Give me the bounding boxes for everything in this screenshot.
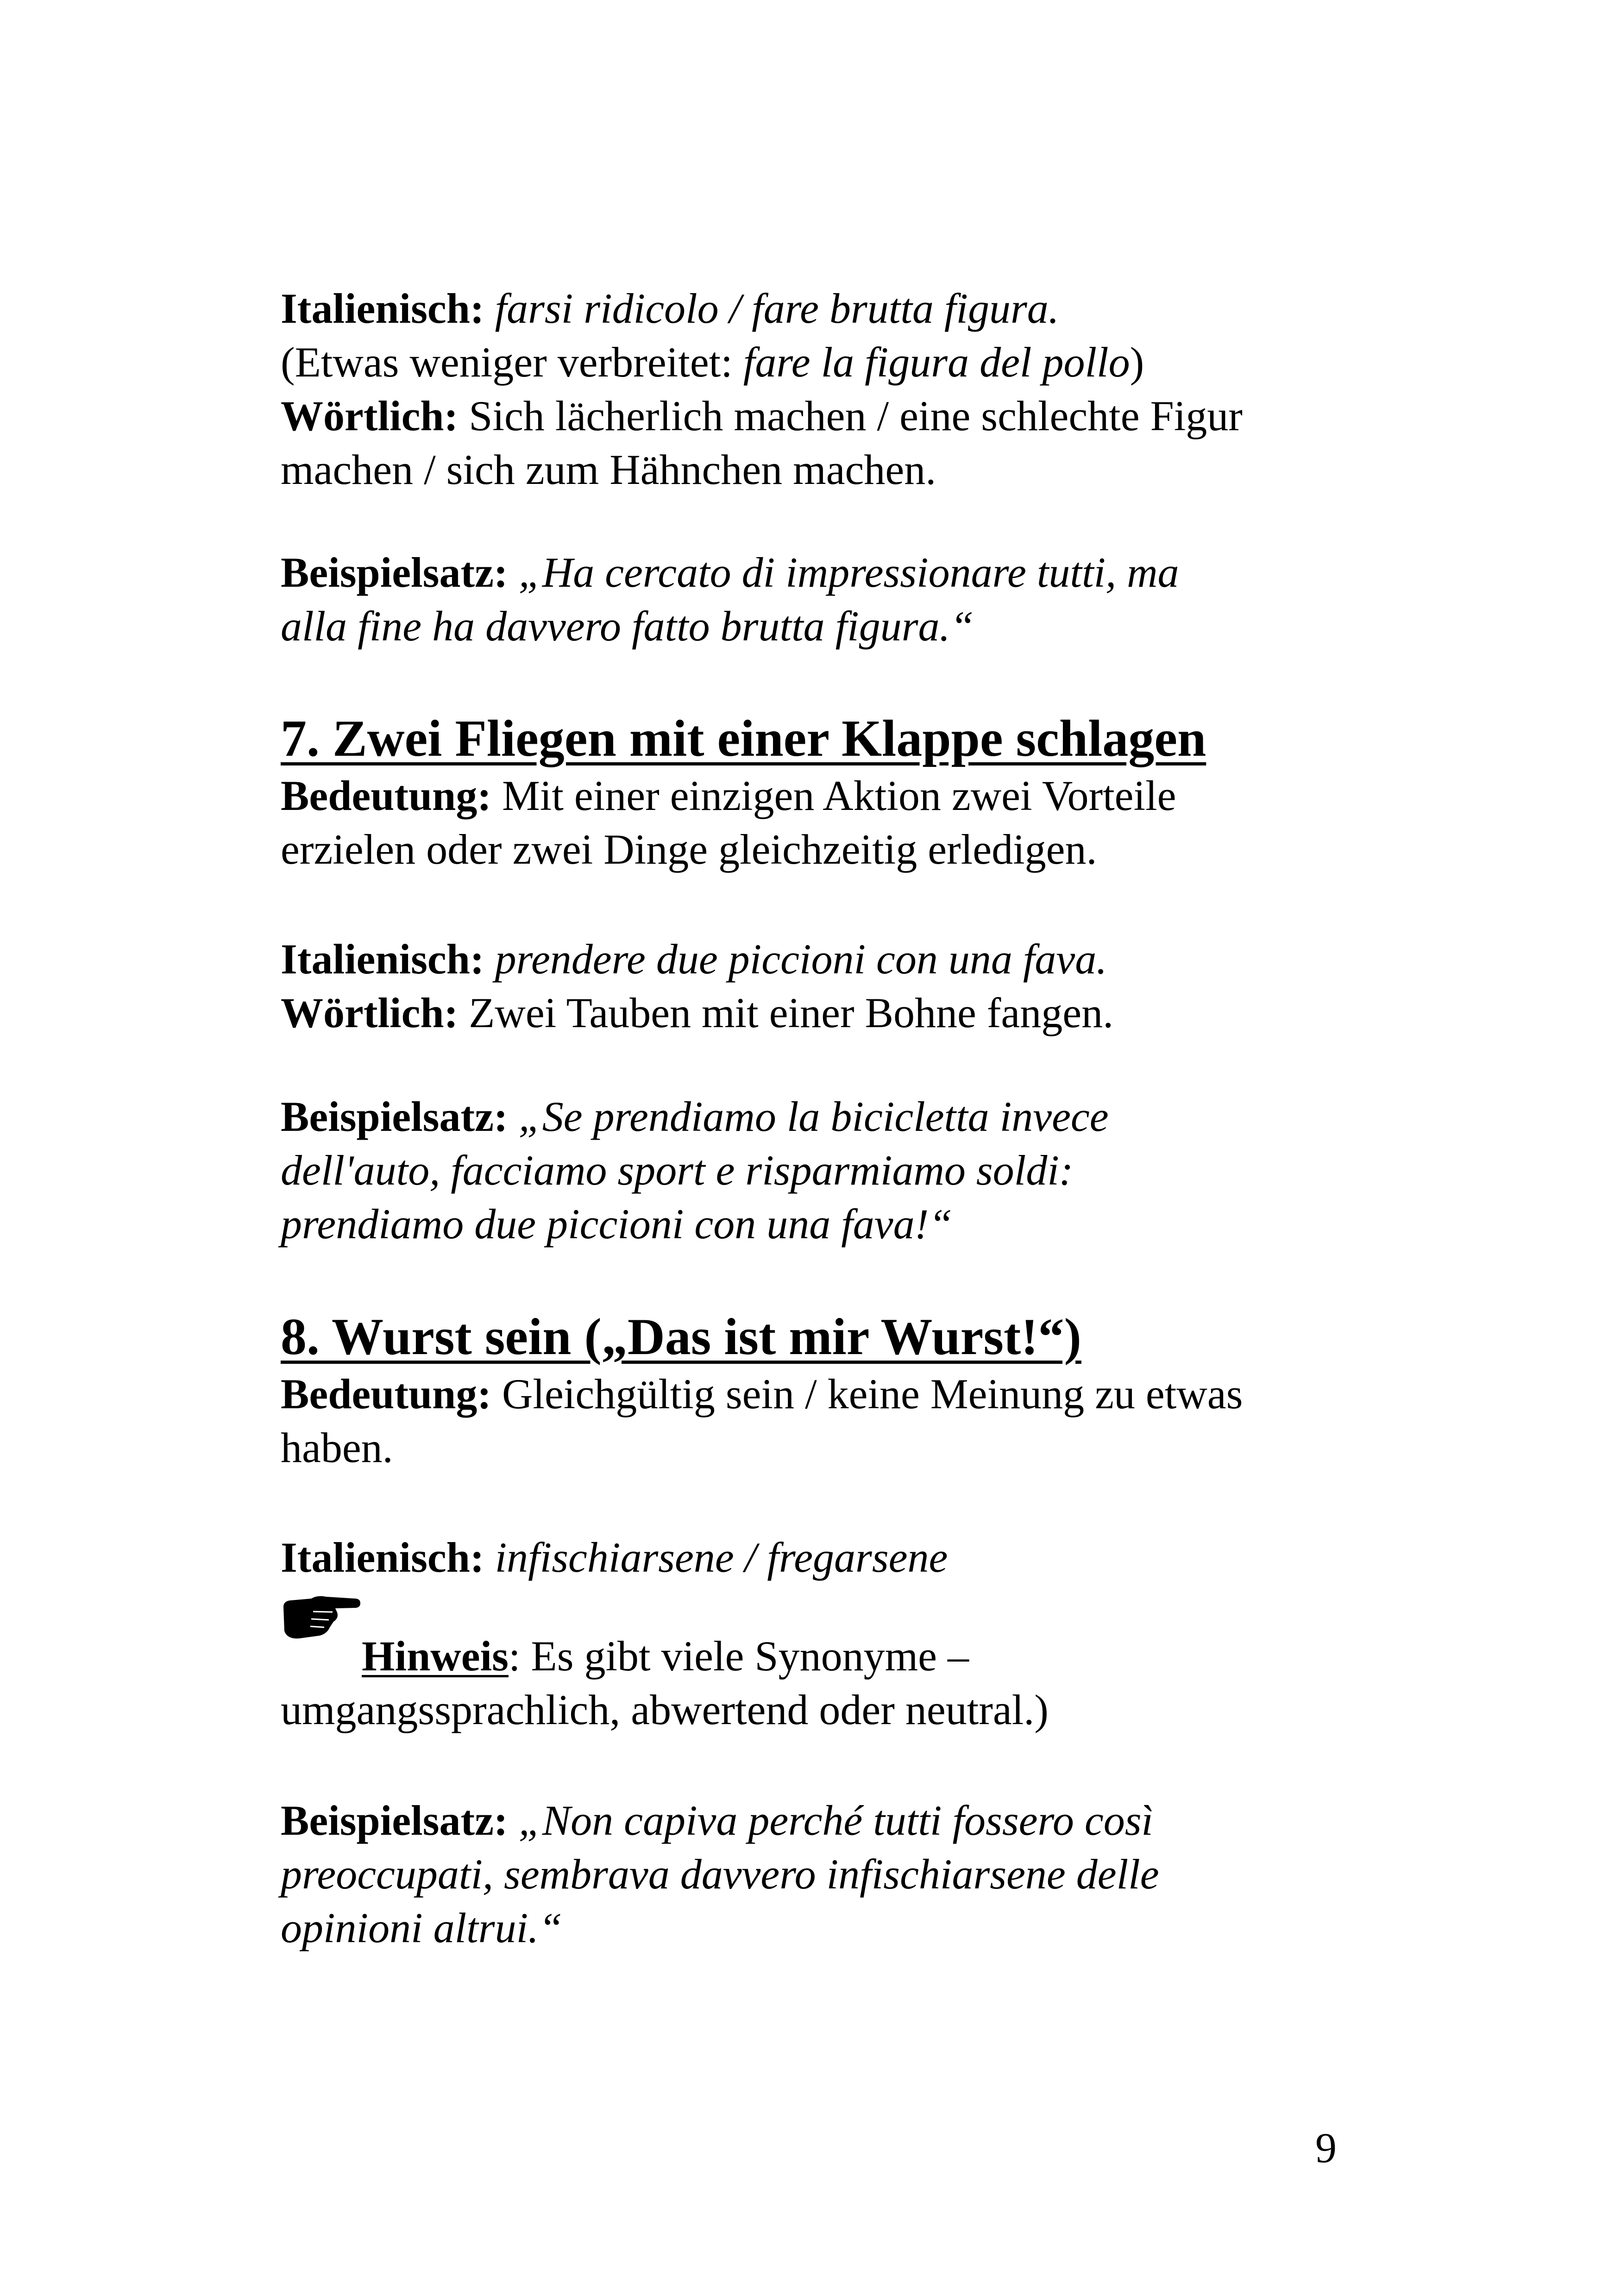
meaning-line: haben. (281, 1424, 393, 1471)
note-text: : Es gibt viele Synonyme – (508, 1632, 969, 1680)
note-line-2: umgangssprachlich, abwertend oder neutral.) (281, 1686, 1049, 1733)
meaning-label: Bedeutung: (281, 772, 491, 819)
italian-line (281, 932, 1364, 986)
intro-italian-line (281, 282, 1364, 335)
intro-literal-line (281, 389, 1364, 443)
example-text: „Ha cercato di impressionare tutti, ma (518, 549, 1179, 596)
section-8-example-block (281, 1794, 1364, 1955)
example-text: „Se prendiamo la bicicletta invece (518, 1093, 1109, 1140)
intro-translation-block (281, 282, 1364, 496)
alt-prefix: (Etwas weniger verbreitet: (281, 339, 743, 386)
literal-text: Zwei Tauben mit einer Bohne fangen. (469, 989, 1114, 1036)
example-line: dell'auto, facciamo sport e risparmiamo soldi: (281, 1147, 1074, 1194)
meaning-text: Gleichgültig sein / keine Meinung zu etwas (502, 1370, 1243, 1418)
intro-alt-line (281, 335, 1364, 389)
section-7-translation-block (281, 932, 1364, 1040)
alt-suffix: ) (1130, 339, 1144, 386)
italian-value: prendere due piccioni con una fava. (495, 935, 1107, 983)
section-8-meaning-block (281, 1367, 1364, 1474)
italian-line (281, 1531, 1364, 1584)
example-label: Beispielsatz: (281, 549, 508, 596)
example-line (281, 1090, 1364, 1143)
section-7-heading: 7. Zwei Fliegen mit einer Klappe schlagen (281, 710, 1206, 767)
italian-value: infischiarsene / fregarsene (495, 1534, 948, 1581)
italian-label: Italienisch: (281, 1534, 484, 1581)
meaning-text: Mit einer einzigen Aktion zwei Vorteile (502, 772, 1176, 819)
literal-label: Wörtlich: (281, 989, 459, 1036)
section-8-heading: 8. Wurst sein („Das ist mir Wurst!“) (281, 1308, 1081, 1366)
example-line: prendiamo due piccioni con una fava!“ (281, 1200, 953, 1248)
intro-example-block (281, 546, 1364, 653)
example-line (281, 546, 1364, 599)
section-7-meaning-block (281, 769, 1364, 876)
literal-text: Sich lächerlich machen / eine schlechte Figur (469, 392, 1243, 439)
example-line: preoccupati, sembrava davvero infischiarsene delle (281, 1851, 1159, 1898)
literal-line (281, 986, 1364, 1040)
example-line: opinioni altrui.“ (281, 1904, 563, 1951)
page-number: 9 (1315, 2124, 1337, 2171)
meaning-label: Bedeutung: (281, 1370, 491, 1418)
example-line: alla fine ha davvero fatto brutta figura.“ (281, 602, 974, 650)
note-line (281, 1629, 1364, 1683)
example-text: „Non capiva perché tutti fossero così (518, 1797, 1154, 1844)
meaning-line (281, 1367, 1364, 1421)
italian-value: farsi ridicolo / fare brutta figura. (495, 285, 1059, 332)
meaning-line (281, 769, 1364, 822)
example-label: Beispielsatz: (281, 1797, 508, 1844)
note-label: Hinweis (362, 1632, 509, 1680)
literal-label: Wörtlich: (281, 392, 459, 439)
section-8-translation-block (281, 1531, 1364, 1584)
italian-label: Italienisch: (281, 285, 484, 332)
meaning-line: erzielen oder zwei Dinge gleichzeitig erledigen. (281, 826, 1097, 873)
section-8-note-block (281, 1629, 1364, 1737)
intro-literal-line-2: machen / sich zum Hähnchen machen. (281, 446, 936, 493)
italian-label: Italienisch: (281, 935, 484, 983)
section-7-example-block (281, 1090, 1364, 1251)
alt-value: fare la figura del pollo (743, 339, 1130, 386)
pointing-hand-icon (281, 1593, 362, 1644)
example-line (281, 1794, 1364, 1847)
example-label: Beispielsatz: (281, 1093, 508, 1140)
